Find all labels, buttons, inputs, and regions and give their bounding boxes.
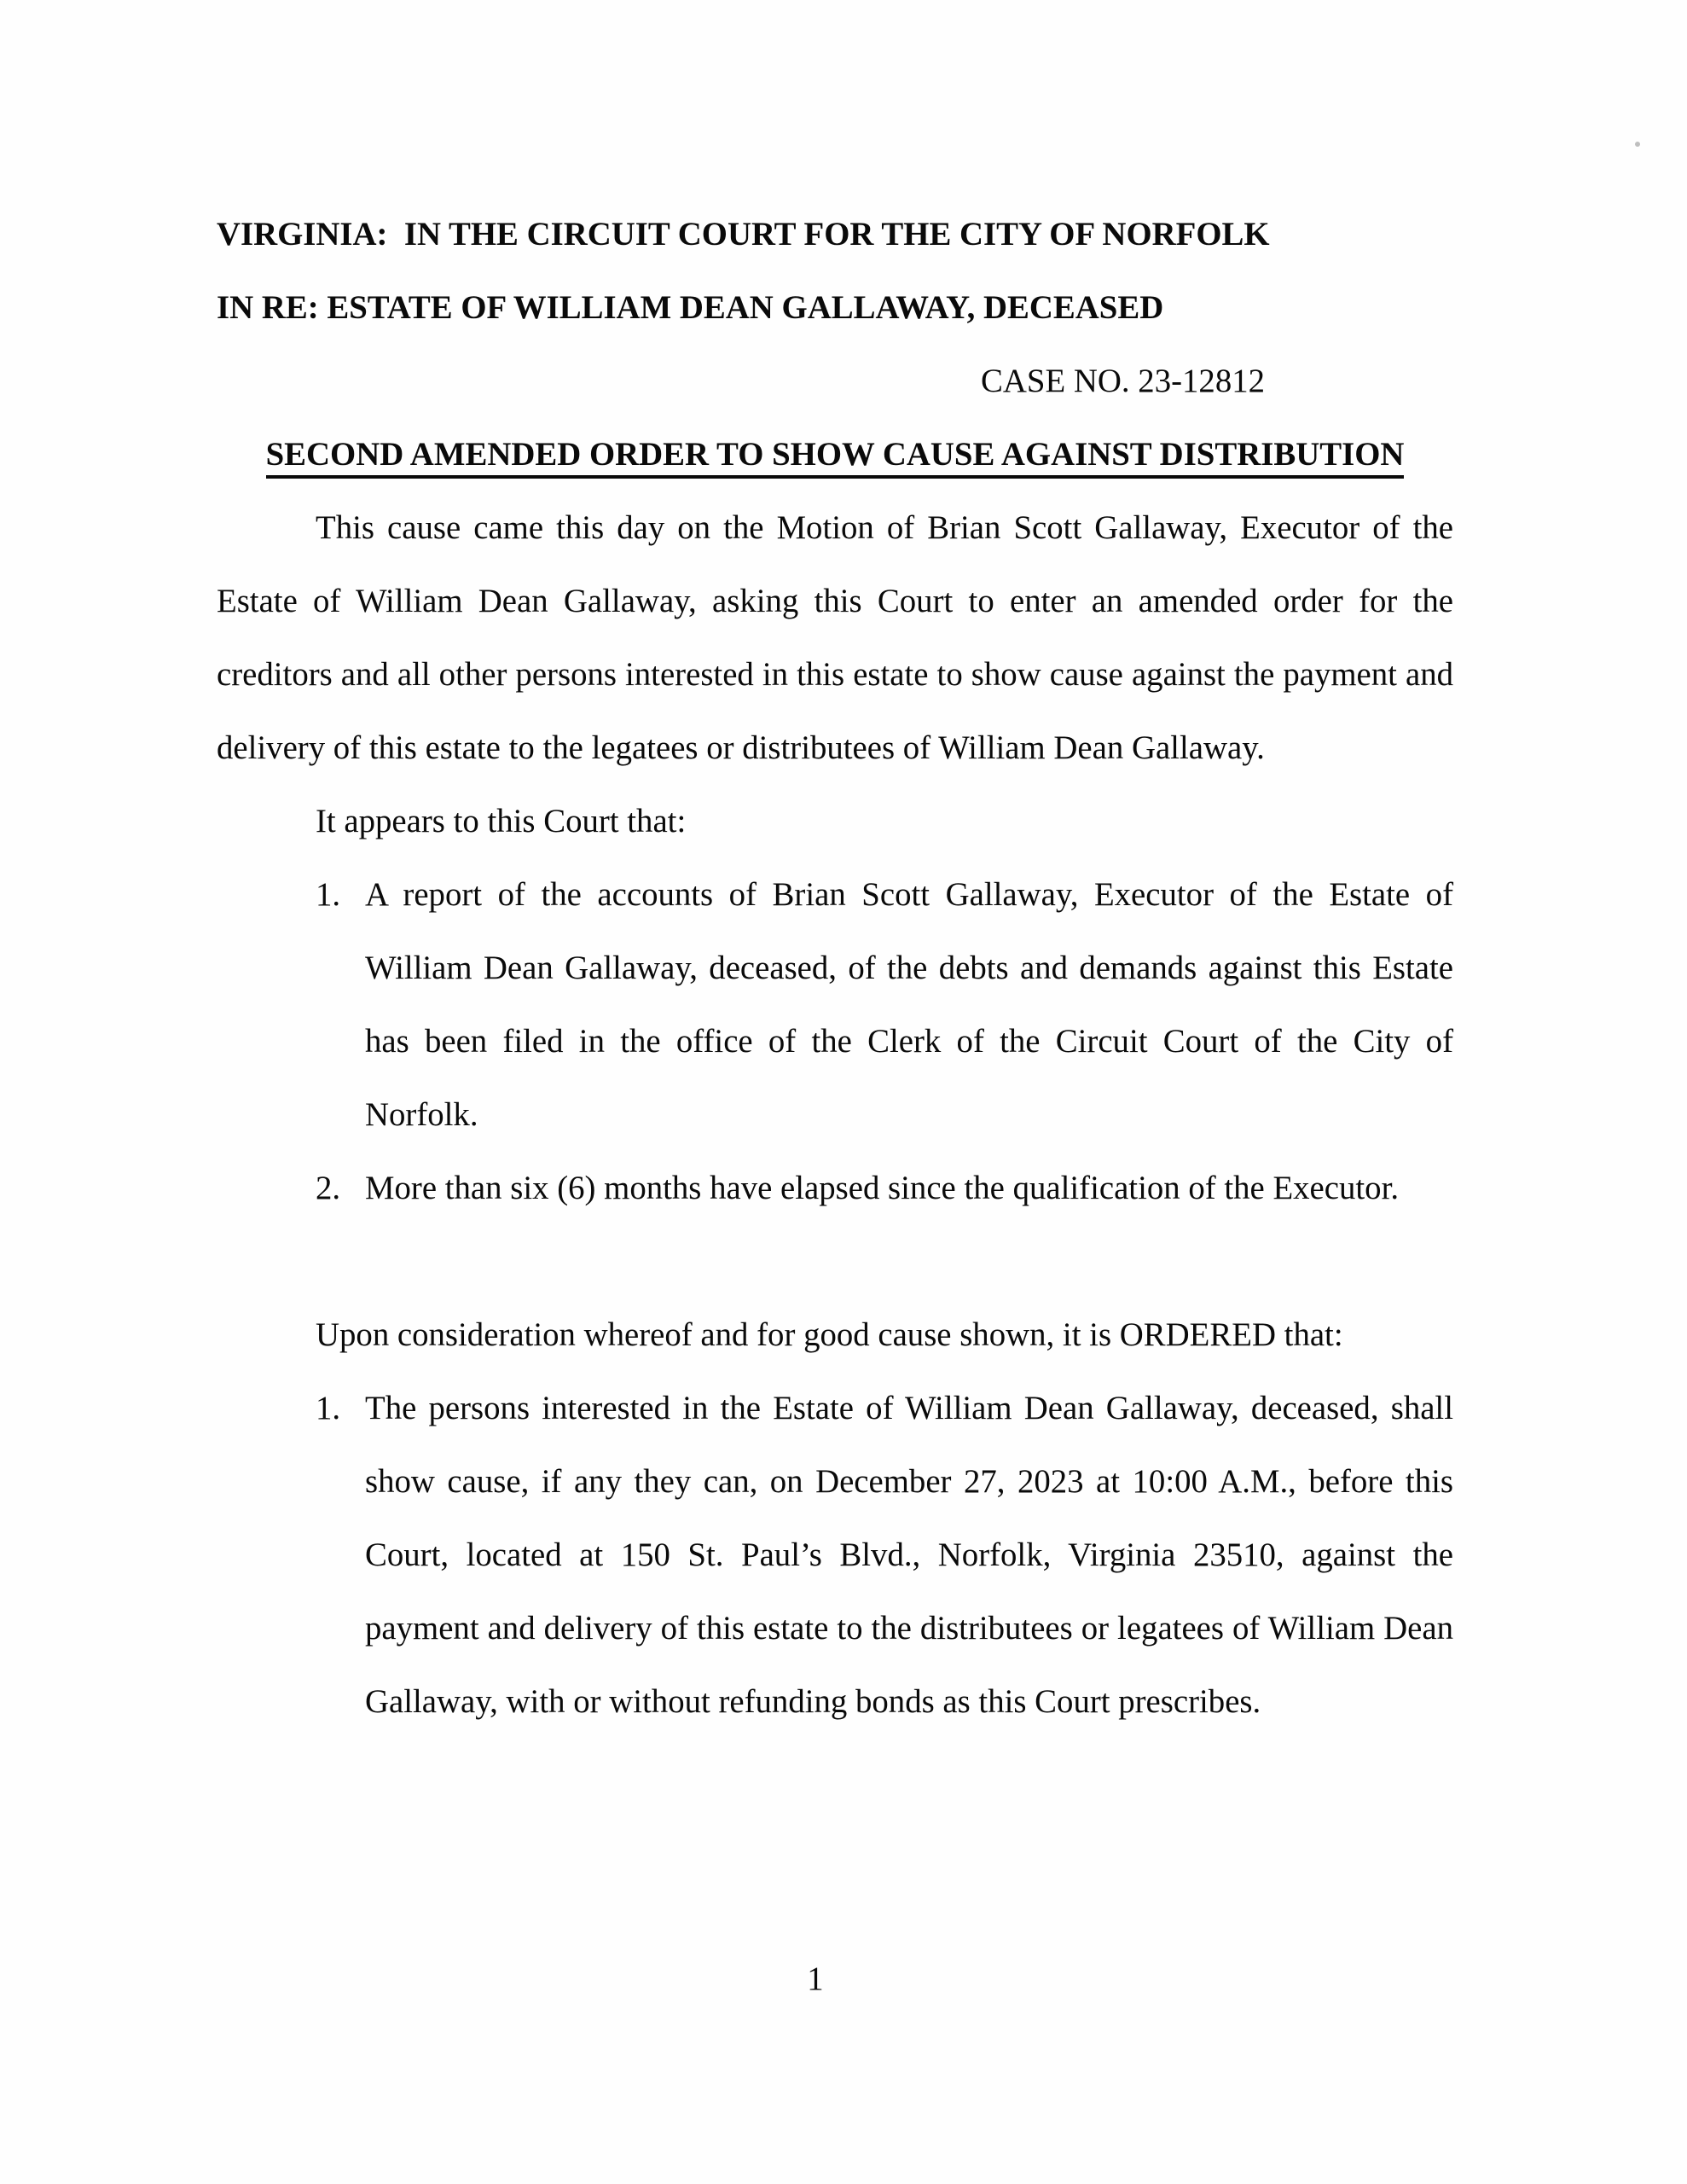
case-caption-line: IN RE: ESTATE OF WILLIAM DEAN GALLAWAY, DECEASED bbox=[217, 289, 1164, 326]
findings-list bbox=[217, 858, 1453, 1225]
document-content bbox=[217, 198, 1453, 1739]
finding-item-1-text: A report of the accounts of Brian Scott Gallaway, Executor of the Estate of William Dean Gallaway, deceased, of the debts and demands against this Estate has been filed in the office of the Clerk of the Circuit Court of the City of Norfolk. bbox=[365, 876, 1453, 1133]
case-number: CASE NO. 23-12812 bbox=[981, 363, 1266, 399]
finding-item-1 bbox=[217, 858, 1453, 1152]
order-title bbox=[217, 418, 1453, 491]
finding-item-2-number: 2. bbox=[316, 1170, 341, 1206]
order-item-1-number: 1. bbox=[316, 1390, 341, 1426]
finding-item-1-number: 1. bbox=[316, 876, 341, 913]
opening-paragraph: This cause came this day on the Motion of Brian Scott Gallaway, Executor of the Estate of William Dean Gallaway, asking this Court to enter an amended order for the creditors and all other persons interested in this estate to show cause against the payment and delivery of this estate to the legatees or distributees of William Dean Gallaway. bbox=[217, 509, 1453, 766]
order-item-1-text: The persons interested in the Estate of William Dean Gallaway, deceased, shall show cause, if any they can, on December 27, 2023 at 10:00 A.M., before this Court, located at 150 St. Paul’s Blvd., Norfolk, Virginia 23510, against the payment and delivery of this estate to the distributees or legatees of William Dean Gallaway, with or without refunding bonds as this Court prescribes. bbox=[365, 1390, 1453, 1720]
finding-item-2-text: More than six (6) months have elapsed since the qualification of the Executor. bbox=[365, 1170, 1400, 1206]
page-number: 1 bbox=[807, 1960, 824, 1997]
caption-block bbox=[217, 198, 1453, 491]
order-item-1 bbox=[217, 1372, 1453, 1739]
order-title-text: SECOND AMENDED ORDER TO SHOW CAUSE AGAINST DISTRIBUTION bbox=[266, 436, 1405, 479]
findings-intro: It appears to this Court that: bbox=[316, 803, 687, 839]
court-caption-line: VIRGINIA: IN THE CIRCUIT COURT FOR THE CITY OF NORFOLK bbox=[217, 216, 1270, 253]
finding-item-2 bbox=[217, 1152, 1453, 1225]
scan-artifact-speck bbox=[1635, 142, 1640, 147]
order-intro: Upon consideration whereof and for good cause shown, it is ORDERED that: bbox=[316, 1316, 1343, 1353]
orders-list bbox=[217, 1372, 1453, 1739]
